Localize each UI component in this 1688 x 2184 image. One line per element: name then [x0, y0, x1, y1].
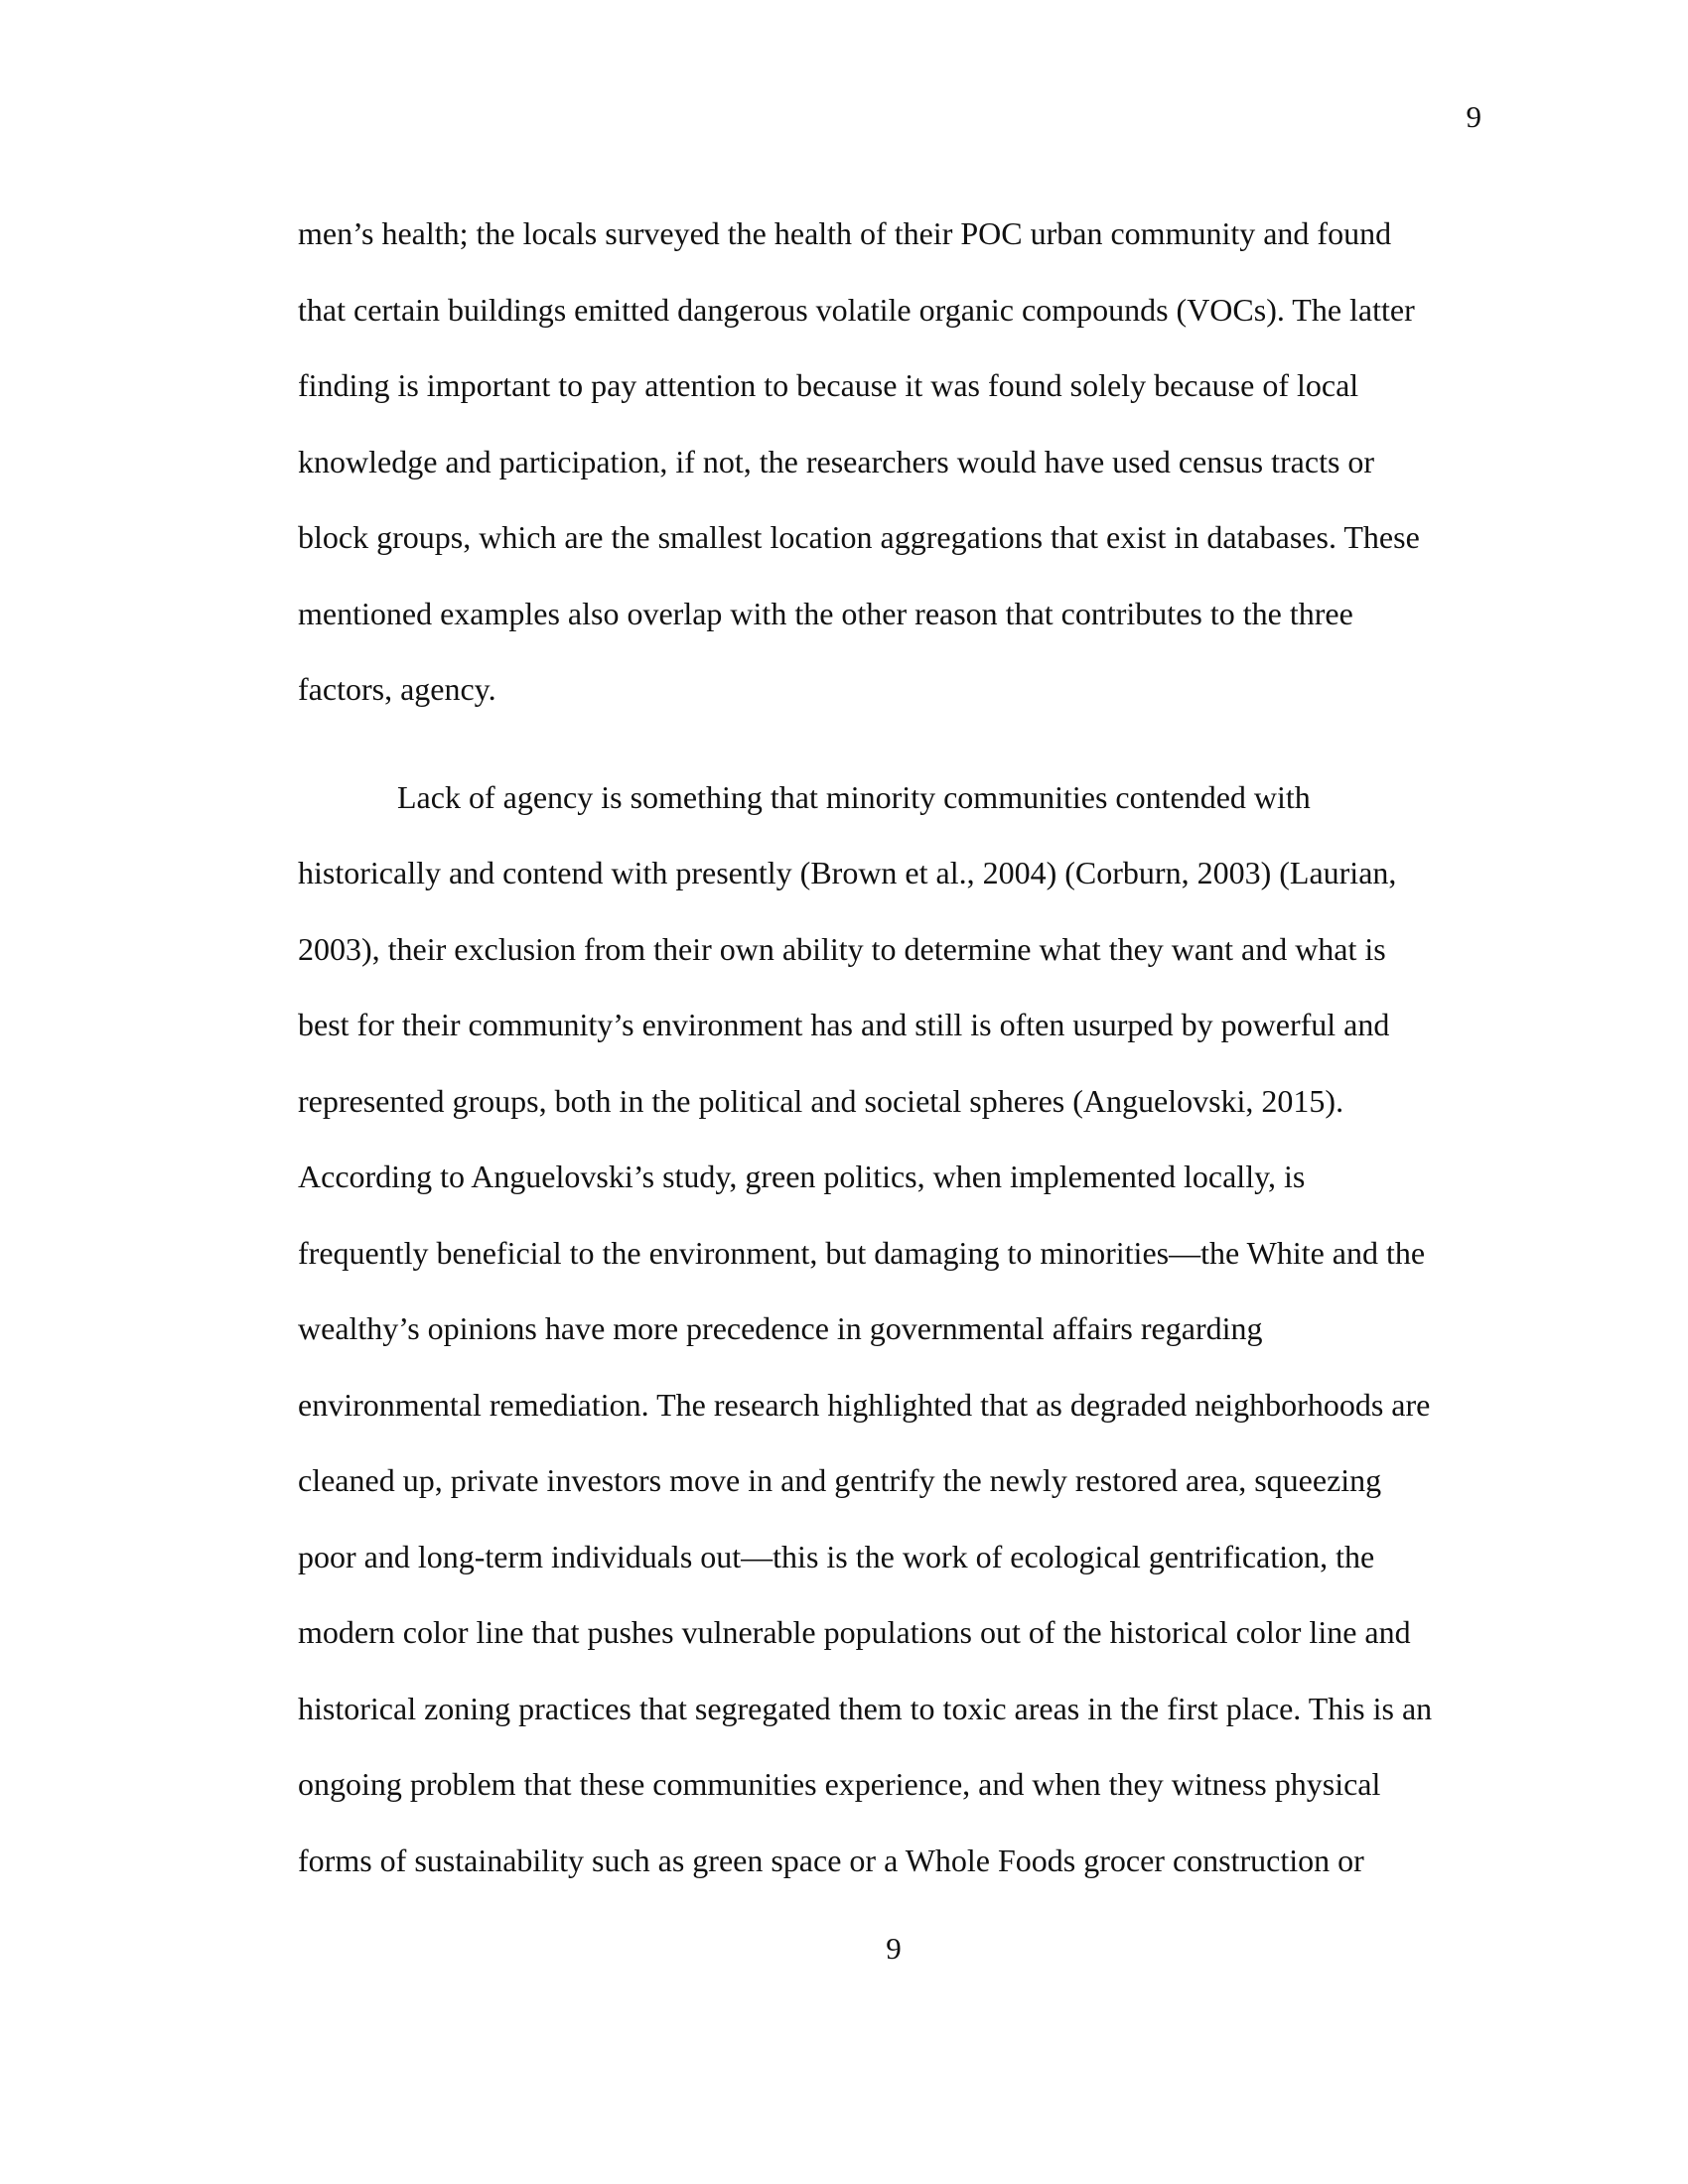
text-line: wealthy’s opinions have more precedence in governmental affairs regarding — [298, 1310, 1263, 1346]
text-line: ongoing problem that these communities experience, and when they witness physical — [298, 1766, 1381, 1802]
text-line: best for their community’s environment has and still is often usurped by powerful and — [298, 1007, 1390, 1042]
text-line: finding is important to pay attention to because it was found solely because of local — [298, 367, 1359, 403]
text-line: factors, agency. — [298, 671, 496, 707]
text-line: historical zoning practices that segregated them to toxic areas in the first place. This is an — [298, 1690, 1433, 1726]
footer-page-number: 9 — [886, 1931, 902, 1966]
text-line: men’s health; the locals surveyed the health of their POC urban community and found — [298, 215, 1392, 251]
text-line-indented: Lack of agency is something that minority communities contended with — [397, 778, 1311, 815]
header-page-number: 9 — [1466, 99, 1481, 134]
text-line: frequently beneficial to the environment, but damaging to minorities—the White and the — [298, 1234, 1426, 1271]
paragraph-spacer — [298, 728, 1489, 759]
paragraph-2 — [298, 759, 1489, 1899]
text-line: knowledge and participation, if not, the researchers would have used census tracts or — [298, 443, 1375, 479]
text-line: forms of sustainability such as green space or a Whole Foods grocer construction or — [298, 1842, 1364, 1878]
text-line: historically and contend with presently (Brown et al., 2004) (Corburn, 2003) (Laurian, — [298, 855, 1397, 890]
text-line: modern color line that pushes vulnerable populations out of the historical color line and — [298, 1614, 1411, 1650]
document-body — [298, 196, 1489, 1898]
text-line: poor and long-term individuals out—this is the work of ecological gentrification, the — [298, 1538, 1375, 1574]
text-line: represented groups, both in the political and societal spheres (Anguelovski, 2015). — [298, 1082, 1344, 1119]
text-line: that certain buildings emitted dangerous volatile organic compounds (VOCs). The latter — [298, 291, 1415, 328]
text-line: block groups, which are the smallest location aggregations that exist in databases. These — [298, 519, 1420, 555]
text-line: According to Anguelovski’s study, green politics, when implemented locally, is — [298, 1159, 1306, 1194]
text-line: cleaned up, private investors move in and gentrify the newly restored area, squeezing — [298, 1462, 1382, 1498]
text-line: environmental remediation. The research highlighted that as degraded neighborhoods are — [298, 1386, 1431, 1423]
paragraph-1 — [298, 196, 1489, 728]
text-line: 2003), their exclusion from their own ability to determine what they want and what is — [298, 930, 1386, 967]
text-line: mentioned examples also overlap with the other reason that contributes to the three — [298, 595, 1353, 631]
